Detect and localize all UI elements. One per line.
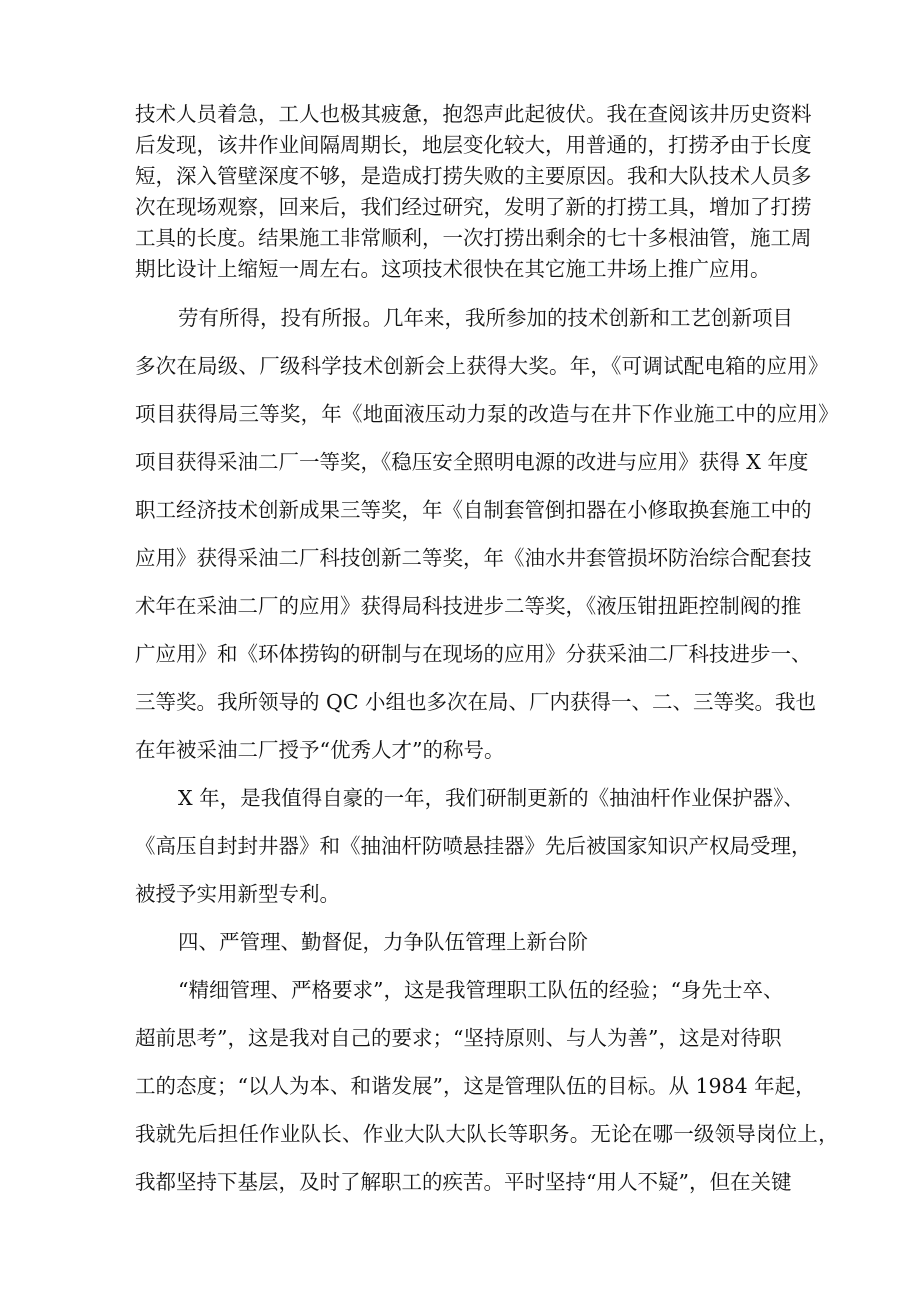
paragraph-2-line-3: 项目获得局三等奖，年《地面液压动力泵的改造与在井下作业施工中的应用》 [135,402,839,426]
paragraph-3-line-1: X 年，是我值得自豪的一年，我们研制更新的《抽油杆作业保护器》、 [178,786,804,810]
section-heading: 四、严管理、勤督促，力争队伍管理上新台阶 [178,930,588,954]
paragraph-3-line-3: 被授予实用新型专利。 [135,882,340,906]
paragraph-2-line-7: 术年在采油二厂的应用》获得局科技进步二等奖，《液压钳扭距控制阀的推 [135,594,802,618]
paragraph-2-line-6: 应用》获得采油二厂科技创新二等奖，年《油水井套管损坏防治综合配套技 [135,546,812,570]
paragraph-1-line-4: 次在现场观察，回来后，我们经过研究，发明了新的打捞工具，增加了打捞 [135,195,812,219]
paragraph-1-line-2: 后发现，该井作业间隔周期长，地层变化较大，用普通的，打捞矛由于长度 [135,133,812,157]
paragraph-1-line-6: 期比设计上缩短一周左右。这项技术很快在其它施工井场上推广应用。 [135,257,771,281]
paragraph-2-line-8: 广应用》和《环体捞钩的研制与在现场的应用》分获采油二厂科技进步一、 [135,642,812,666]
paragraph-4-line-3: 工的态度；“以人为本、和谐发展”，这是管理队伍的目标。从 1984 年起， [135,1074,816,1098]
paragraph-2-line-2: 多次在局级、厂级科学技术创新会上获得大奖。年，《可调试配电箱的应用》 [135,354,829,378]
paragraph-4-line-1: “精细管理、严格要求”，这是我管理职工队伍的经验；“身先士卒、 [178,978,784,1002]
paragraph-1-line-3: 短，深入管壁深度不够，是造成打捞失败的主要原因。我和大队技术人员多 [135,164,812,188]
paragraph-2-line-10: 在年被采油二厂授予“优秀人才”的称号。 [135,738,505,762]
paragraph-2-line-1: 劳有所得，投有所报。几年来，我所参加的技术创新和工艺创新项目 [178,306,793,330]
paragraph-1-line-1: 技术人员着急，工人也极其疲惫，抱怨声此起彼伏。我在查阅该井历史资料 [135,102,812,126]
paragraph-4-line-4: 我就先后担任作业队长、作业大队大队长等职务。无论在哪一级领导岗位上， [135,1122,839,1146]
paragraph-2-line-4: 项目获得采油二厂一等奖，《稳压安全照明电源的改进与应用》获得 X 年度 [135,450,809,474]
paragraph-1-line-5: 工具的长度。结果施工非常顺利，一次打捞出剩余的七十多根油管，施工周 [135,226,812,250]
paragraph-4-line-2: 超前思考”，这是我对自己的要求；“坚持原则、与人为善”，这是对待职 [135,1026,782,1050]
paragraph-4-line-5: 我都坚持下基层，及时了解职工的疾苦。平时坚持“用人不疑”，但在关键 [135,1170,792,1194]
paragraph-3-line-2: 《高压自封封井器》和《抽油杆防喷悬挂器》先后被国家知识产权局受理， [135,834,812,858]
paragraph-2-line-5: 职工经济技术创新成果三等奖，年《自制套管倒扣器在小修取换套施工中的 [135,498,812,522]
paragraph-2-line-9: 三等奖。我所领导的 QC 小组也多次在局、厂内获得一、二、三等奖。我也 [135,690,817,714]
